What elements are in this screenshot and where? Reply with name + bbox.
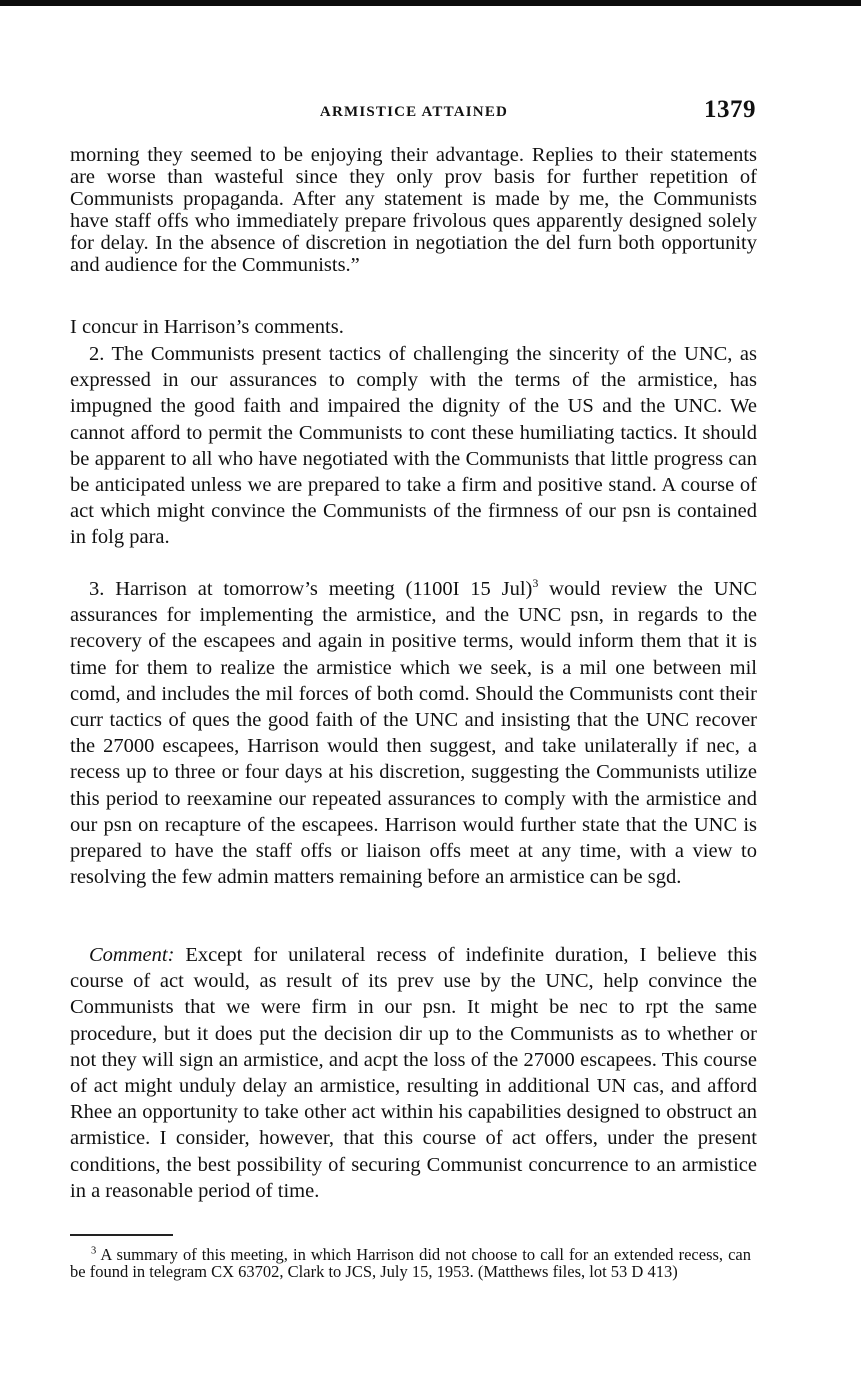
paragraph-2: 2. The Communists present tactics of challenging the sincerity of the UNC, as expressed in our assurances to comply with the terms of the armistice, has impugned the good faith and impaired the dignity of the US and the UNC. We cannot afford to permit the Communists to cont these humiliating tactics. It should be apparent to all who have negotiated with the Communists that little progress can be anticipated unless we are prepared to take a firm and positive stand. A course of act which might convince the Communists of the firmness of our psn is contained in folg para. — [70, 343, 757, 549]
paragraph-3-start: 3. Harrison at tomorrow’s meeting (1100I 15 Jul) — [89, 578, 533, 600]
page-number: 1379 — [704, 96, 756, 123]
comment-paragraph — [70, 942, 757, 1204]
footnote-text: A summary of this meeting, in which Harrison did not choose to call for an extended recess, can be found in telegram CX 63702, Clark to JCS, July 15, 1953. (Matthews files, lot 53 D 413) — [70, 1245, 751, 1281]
comment-text: Except for unilateral recess of indefinite duration, I believe this course of act would, as result of its prev use by the UNC, help convince the Communists that we were firm in our psn. It might be nec to rpt the same procedure, but it does put the decision dir up to the Communists as to whether or not they will sign an armistice, and acpt the loss of the 27000 escapees. This course of act might unduly delay an armistice, resulting in additional UN cas, and afford Rhee an opportunity to take other act within his capabilities designed to obstruct an armistice. I consider, however, that this course of act offers, under the present conditions, the best possibility of securing Communist concurrence to an armistice in a reasonable period of time. — [70, 944, 757, 1202]
footnote — [70, 1247, 751, 1280]
top-border-rule — [0, 0, 861, 6]
quote-continuation: morning they seemed to be enjoying their advantage. Replies to their statements are worse than wasteful since they only prov basis for further repetition of Communists propaganda. After any statement is made by me, the Communists have staff offs who immediately prepare frivolous ques apparently designed solely for delay. In the absence of discretion in negotiation the del furn both opportunity and audience for the Communists.” — [70, 144, 757, 276]
comment-label: Comment: — [89, 944, 175, 966]
footnote-marker: 3 — [91, 1245, 97, 1257]
paragraph-3-rest: would review the UNC assurances for implementing the armistice, and the UNC psn, in regards to the recovery of the escapees and again in positive terms, would inform them that it is time for them to realize the armistice which we seek, is a mil one between mil comd, and includes the mil forces of both comd. Should the Communists cont their curr tactics of ques the good faith of the UNC and insisting that the UNC recover the 27000 escapees, Harrison would then suggest, and take unilaterally if nec, a recess up to three or four days at his discretion, suggesting the Communists utilize this period to reexamine our repeated assurances to comply with the armistice and our psn on recapture of the escapees. Harrison would further state that the UNC is prepared to have the staff offs or liaison offs meet at any time, with a view to resolving the few admin matters remaining before an armistice can be sgd. — [70, 578, 757, 889]
running-head: ARMISTICE ATTAINED — [319, 104, 509, 120]
page-header — [70, 96, 758, 130]
paragraph-3 — [70, 576, 757, 890]
concur-paragraph: I concur in Harrison’s comments. — [70, 316, 344, 338]
footnote-rule — [70, 1234, 173, 1236]
footnote-reference[interactable]: 3 — [532, 576, 539, 591]
